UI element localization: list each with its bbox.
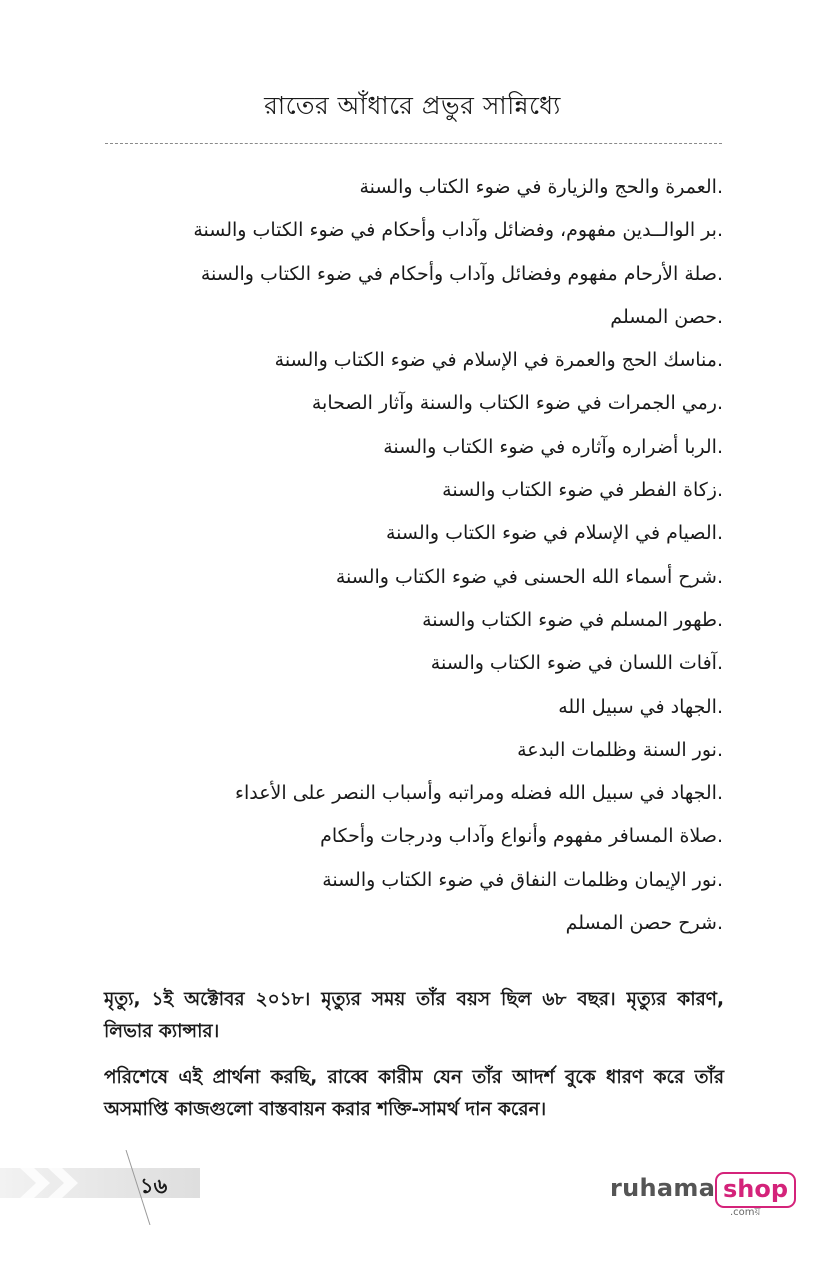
header-divider (105, 143, 722, 144)
death-paragraph: মৃত্যু, ১ই অক্টোবর ২০১৮। মৃত্যুর সময় তাঁর বয়স ছিল ৬৮ বছর। মৃত্যুর কারণ, লিভার ক্যান্সার। (104, 989, 724, 1042)
list-item: .حصن المسلم (610, 305, 723, 328)
list-item: .شرح أسماء الله الحسنى في ضوء الكتاب والسنة (335, 565, 723, 588)
footer-chevron-decoration (20, 1168, 90, 1198)
list-item: .نور السنة وظلمات البدعة (517, 738, 723, 761)
list-item: .الجهاد في سبيل الله (558, 695, 723, 718)
prayer-paragraph: পরিশেষে এই প্রার্থনা করছি, রাব্বে কারীম যেন তাঁর আদর্শ বুকে ধারণ করে তাঁর অসমাপ্তি কাজগুলো বাস্তবায়ন করার শক্তি-সামর্থ দান করেন। (104, 1067, 724, 1120)
list-item: .الجهاد في سبيل الله فضله ومراتبه وأسباب النصر على الأعداء (235, 782, 723, 805)
list-item: .صلاة المسافر مفهوم وأنواع وآداب ودرجات وأحكام (320, 825, 723, 848)
brand-name: ruhama (610, 1174, 716, 1202)
list-item: .زكاة الفطر في ضوء الكتاب والسنة (442, 479, 723, 502)
brand-shop-badge: shop (715, 1172, 796, 1208)
brand-domain: .comয় (730, 1207, 761, 1218)
list-item: .نور الإيمان وظلمات النفاق في ضوء الكتاب والسنة (322, 868, 723, 891)
list-item: .صلة الأرحام مفهوم وفضائل وآداب وأحكام في ضوء الكتاب والسنة (200, 262, 723, 285)
list-item: .مناسك الحج والعمرة في الإسلام في ضوء الكتاب والسنة (274, 349, 723, 372)
list-item: .الربا أضراره وآثاره في ضوء الكتاب والسنة (383, 435, 723, 458)
list-item: .الصيام في الإسلام في ضوء الكتاب والسنة (385, 522, 723, 545)
list-item: .رمي الجمرات في ضوء الكتاب والسنة وآثار الصحابة (311, 392, 723, 415)
page-number: ১৬ (140, 1174, 168, 1198)
page-header-title: রাতের আঁধারে প্রভুর সান্নিধ্যে (264, 91, 561, 120)
list-item: .بر الوالــدين مفهوم، وفضائل وآداب وأحكام في ضوء الكتاب والسنة (193, 219, 723, 242)
list-item: .العمرة والحج والزيارة في ضوء الكتاب والسنة (359, 176, 723, 198)
list-item: .طهور المسلم في ضوء الكتاب والسنة (422, 608, 723, 631)
arabic-book-list (103, 170, 723, 949)
list-item: .آفات اللسان في ضوء الكتاب والسنة (430, 652, 723, 675)
list-item: .شرح حصن المسلم (565, 912, 723, 935)
